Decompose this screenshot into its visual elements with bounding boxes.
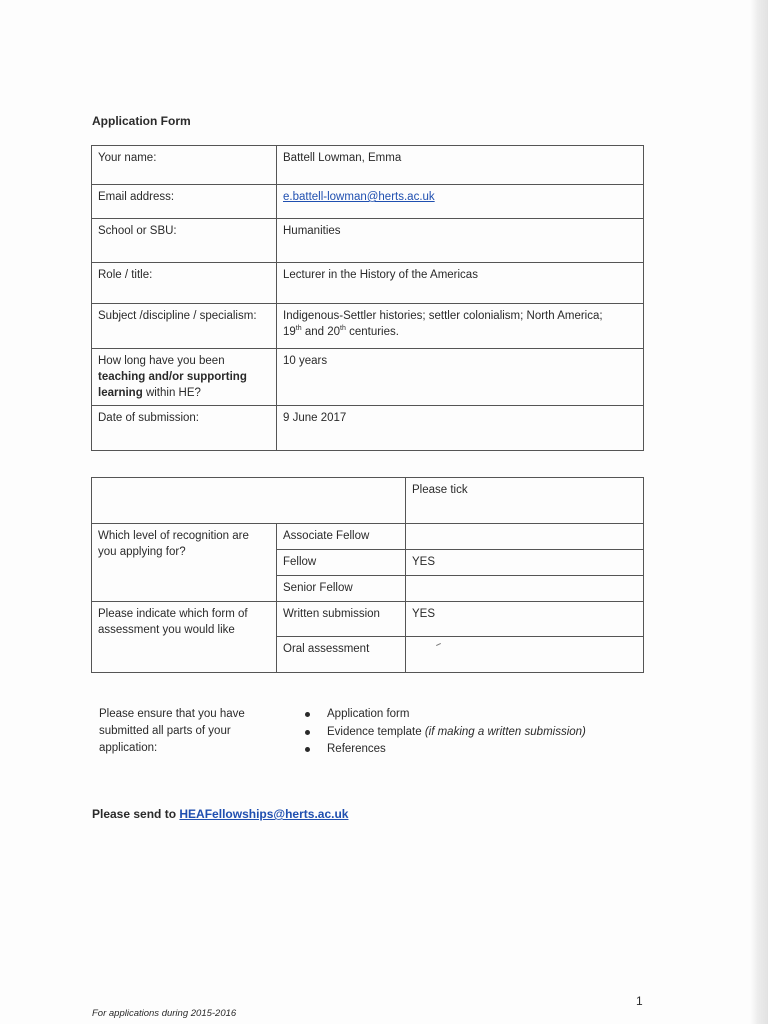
howlong-label <box>92 349 277 406</box>
send-to-label: Please send to <box>92 807 177 821</box>
recognition-table <box>91 477 644 673</box>
howlong-label-part1: How long have you been <box>98 355 225 367</box>
bullet-icon <box>305 730 310 735</box>
applicant-email-link[interactable]: e.battell-lowman@herts.ac.uk <box>283 191 435 203</box>
list-item <box>305 741 586 759</box>
role-label: Role / title: <box>92 263 277 304</box>
bullet-icon <box>305 712 310 717</box>
page-number: 1 <box>636 994 643 1008</box>
name-value: Battell Lowman, Emma <box>277 146 644 185</box>
bullet-icon <box>305 747 310 752</box>
table-row <box>92 349 644 406</box>
please-tick-header: Please tick <box>406 478 644 524</box>
form-title: Application Form <box>92 114 191 128</box>
date-label: Date of submission: <box>92 406 277 451</box>
send-to-line <box>92 807 348 821</box>
school-label: School or SBU: <box>92 219 277 263</box>
subject-centuries: centuries. <box>349 326 399 338</box>
level-associate-fellow: Associate Fellow <box>277 524 406 550</box>
tick-senior-fellow[interactable] <box>406 576 644 602</box>
table-row <box>92 602 644 637</box>
level-fellow: Fellow <box>277 550 406 576</box>
date-value: 9 June 2017 <box>277 406 644 451</box>
assessment-question: Please indicate which form of assessment you would like <box>92 602 277 673</box>
checklist-item-text: Evidence template <box>327 725 422 738</box>
page-edge-shadow <box>750 0 768 1024</box>
table-row <box>92 524 644 550</box>
applicant-details-table <box>91 145 644 451</box>
checklist-item-note: (if making a written submission) <box>424 725 586 738</box>
name-label: Your name: <box>92 146 277 185</box>
submission-checklist <box>305 706 586 759</box>
empty-header-cell <box>92 478 406 524</box>
assessment-written: Written submission <box>277 602 406 637</box>
tick-oral[interactable] <box>406 637 644 673</box>
level-senior-fellow: Senior Fellow <box>277 576 406 602</box>
tick-fellow[interactable]: YES <box>406 550 644 576</box>
email-cell <box>277 185 644 219</box>
tick-associate-fellow[interactable] <box>406 524 644 550</box>
email-label: Email address: <box>92 185 277 219</box>
ensure-instructions: Please ensure that you have submitted all parts of your application: <box>99 708 245 754</box>
subject-and: and <box>304 326 325 338</box>
howlong-label-bold: teaching and/or supporting learning <box>98 371 247 399</box>
table-row <box>92 478 644 524</box>
table-row <box>92 219 644 263</box>
table-row <box>92 263 644 304</box>
tick-written[interactable]: YES <box>406 602 644 637</box>
howlong-value: 10 years <box>277 349 644 406</box>
subject-sup-1: th <box>295 325 302 333</box>
table-row <box>92 304 644 349</box>
footer-note: For applications during 2015-2016 <box>92 1008 237 1019</box>
checklist-item-text: References <box>327 743 386 755</box>
assessment-oral: Oral assessment <box>277 637 406 673</box>
list-item <box>305 706 586 724</box>
subject-value <box>277 304 644 349</box>
subject-century-19: 19 <box>283 326 296 338</box>
subject-sup-2: th <box>340 325 346 333</box>
subject-label: Subject /discipline / specialism: <box>92 304 277 349</box>
school-value: Humanities <box>277 219 644 263</box>
subject-century-20: 20 <box>327 326 341 338</box>
checklist-item-text: Application form <box>327 708 410 720</box>
table-row <box>92 406 644 451</box>
list-item <box>305 724 586 742</box>
table-row <box>92 146 644 185</box>
hea-fellowships-email-link[interactable]: HEAFellowships@herts.ac.uk <box>179 807 349 821</box>
level-question: Which level of recognition are you applying for? <box>92 524 277 602</box>
subject-value-line1: Indigenous-Settler histories; settler colonialism; North America; <box>283 310 603 322</box>
role-value: Lecturer in the History of the Americas <box>277 263 644 304</box>
table-row <box>92 185 644 219</box>
howlong-label-part2: within HE? <box>145 387 201 399</box>
